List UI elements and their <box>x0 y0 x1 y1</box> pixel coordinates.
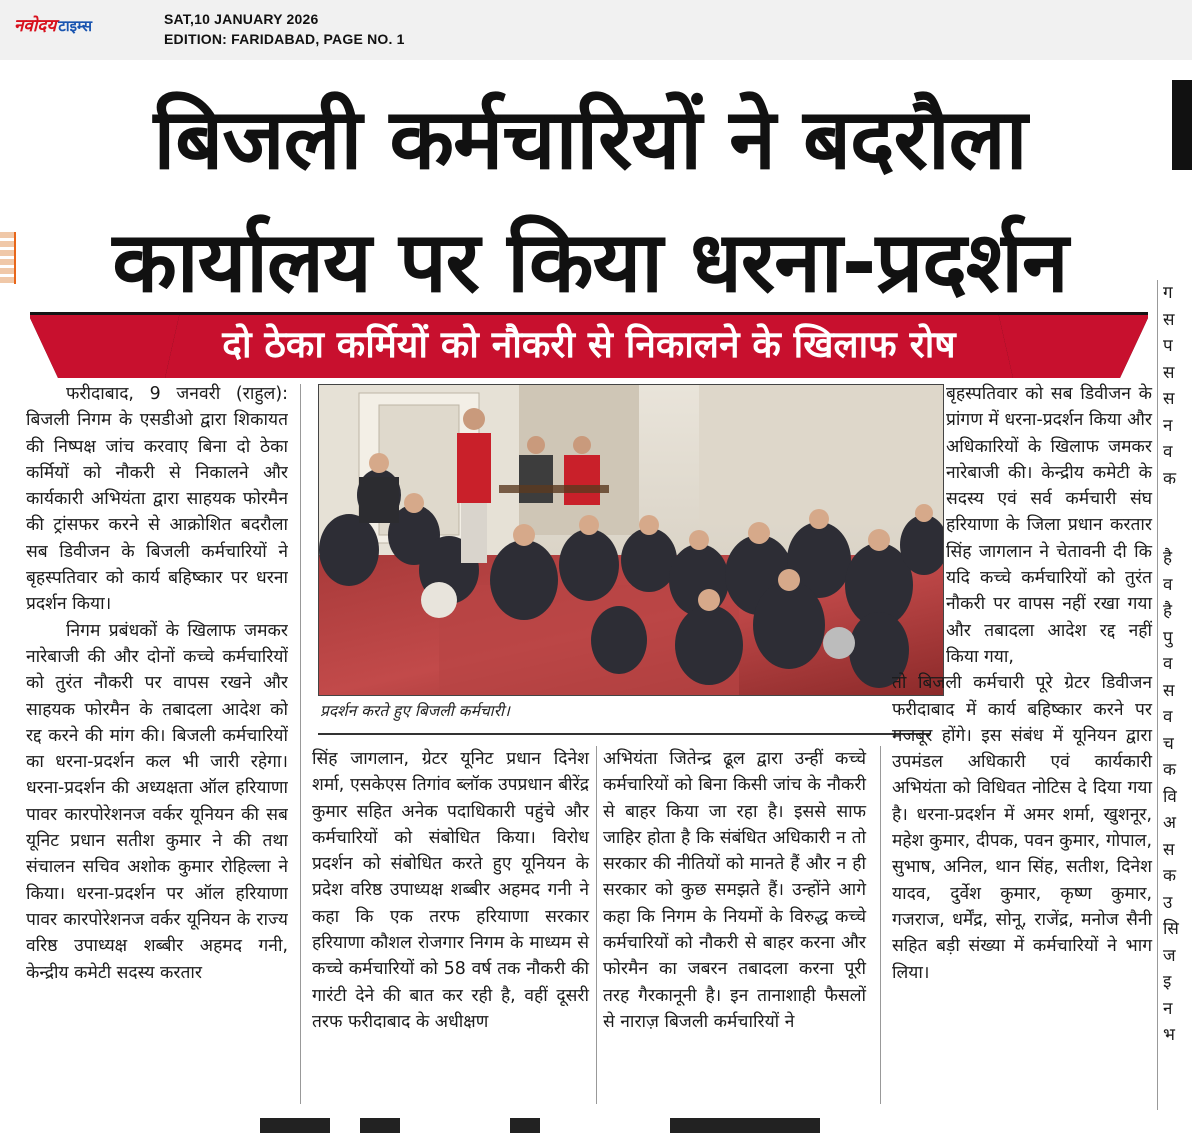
neighbor-fragment-line: व <box>1163 442 1173 462</box>
article-paragraph-1: फरीदाबाद, 9 जनवरी (राहुल): बिजली निगम के एसडीओ द्वारा शिकायत की निष्पक्ष जांच करवाए बिना दो ठेका कर्मियों को नौकरी से निकालने और कार्यकारी अभियंता द्वारा साहयक फोरमैन की ट्रांसफर करने से आक्रोशित बदरौला सब डिवीजन के बिजली कर्मचारियों ने बृहस्पतिवार को कार्य बहिष्कार पर धरना प्रदर्शन किया। <box>26 384 288 615</box>
neighbor-fragment-line: है <box>1163 601 1173 621</box>
logo-main-text: नवोदय <box>14 16 57 36</box>
date-line: SAT,10 JANUARY 2026 <box>164 11 319 27</box>
neighbor-fragment-line: उ <box>1163 892 1173 913</box>
fragment-glyph <box>260 1118 330 1133</box>
neighbor-fragment-line: क <box>1163 468 1177 489</box>
neighbor-fragment-line: व <box>1163 654 1173 674</box>
neighbor-fragment-line: सि <box>1163 919 1179 939</box>
article-column-4 <box>892 381 1152 986</box>
newspaper-logo[interactable] <box>14 14 92 38</box>
article-paragraph-3: सिंह जागलान, ग्रेटर यूनिट प्रधान दिनेश शर्मा, एसकेएस तिगांव ब्लॉक उपप्रधान बीरेंद्र कुमार सहित अनेक पदाधिकारी पहुंचे और कर्मचारियों को संबोधित किया। विरोध प्रदर्शन को संबोधित करते हुए यूनियन के प्रदेश वरिष्ठ उपाध्यक्ष शब्बीर अहमद गनी ने कहा कि एक तरफ हरियाणा सरकार हरियाणा कौशल रोजगार निगम के माध्यम से कच्चे कर्मचारियों को 58 वर्ष तक नौकरी की गारंटी देने की बात कर रही है, वहीं दूसरी तरफ फरीदाबाद के अधीक्षण <box>312 749 589 1032</box>
logo-sub-text: टाइम्स <box>58 17 93 35</box>
subheadline-band <box>30 312 1148 378</box>
neighbor-headline-fragment <box>1172 80 1192 170</box>
neighbor-fragment-line: इ <box>1163 972 1172 992</box>
protest-photo-illustration <box>319 385 943 695</box>
column-divider-4 <box>1157 280 1158 1110</box>
column-divider-3 <box>880 746 881 1104</box>
neighbor-fragment-line: ग <box>1163 283 1173 303</box>
neighbor-fragment-line: क <box>1163 866 1177 886</box>
headline-line-2: कार्यालय पर किया धरना-प्रदर्शन <box>112 213 1068 311</box>
article-column-1 <box>26 381 288 1071</box>
edition-info <box>164 9 405 49</box>
neighbor-fragment-line: वि <box>1163 786 1177 807</box>
neighbor-fragment-line: स <box>1163 680 1175 701</box>
article-column-2 <box>312 746 589 1035</box>
article-paragraph-6: तो बिजली कर्मचारी पूरे ग्रेटर डिवीजन फरीदाबाद में कार्य बहिष्कार करने पर मजबूर होंगे। इस संबंध में यूनियन द्वारा उपमंडल अधिकारी एवं कार्यकारी अभियंता को विधिवत नोटिस दे दिया गया है। धरना-प्रदर्शन में अमर शर्मा, खुशनूर, महेश कुमार, दीपक, पवन कुमार, गोपाल, सुभाष, अनिल, थान सिंह, सतीश, दिनेश यादव, दुर्वेश कुमार, कृष्ण कुमार, गजराज, धर्मेंद्र, सोनू, राजेंद्र, मनोज सैनी सहित बड़ी संख्या में कर्मचारियों ने भाग लिया। <box>892 673 1152 983</box>
column-divider-1 <box>300 384 301 1104</box>
neighbor-fragment-line: स <box>1163 389 1175 409</box>
article-paragraph-2: निगम प्रबंधकों के खिलाफ जमकर नारेबाजी की और दोनों कच्चे कर्मचारियों को तुरंत नौकरी पर वापस रखने और साहयक फोरमैन के तबादला आदेश को रद्द करने की मांग की। बिजली कर्मचारियों का धरना-प्रदर्शन कल भी जारी रहेगा। धरना-प्रदर्शन की अध्यक्षता ऑल हरियाणा पावर कारपोरेशनज वर्कर यूनियन की सब यूनिट प्रधान सतीश कुमार ने की तथा संचालन सचिव अशोक कुमार रोहिल्ला ने किया। धरना-प्रदर्शन पर ऑल हरियाणा पावर कारपोरेशनज वर्कर यूनियन के राज्य वरिष्ठ उपाध्यक्ष शब्बीर अहमद गनी, केन्द्रीय कमेटी सदस्य करतार <box>26 620 288 983</box>
photo-caption: प्रदर्शन करते हुए बिजली कर्मचारी। <box>320 702 510 720</box>
neighbor-fragment-line: भ <box>1163 1025 1175 1045</box>
article-photo[interactable] <box>318 384 944 696</box>
neighbor-fragment-line: व <box>1163 574 1173 595</box>
neighbor-fragment-line <box>1163 519 1192 546</box>
fragment-glyph <box>510 1118 540 1133</box>
neighbor-fragment-line <box>1163 492 1192 519</box>
neighbor-fragment-line: च <box>1163 733 1174 754</box>
neighbor-fragment-line: स <box>1163 362 1175 383</box>
neighbor-fragment-line: व <box>1163 707 1173 727</box>
fragment-glyph <box>670 1118 820 1133</box>
article-paragraph-4: अभियंता जितेन्द्र ढूल द्वारा उन्हीं कच्चे कर्मचारियों को बिना किसी जांच के नौकरी से बाहर किया जा रहा है। इससे साफ जाहिर होता है कि संबंधित अधिकारी न तो सरकार की नीतियों को मानते हैं और न ही सरकार को कुछ समझते हैं। उन्होंने आगे कहा कि निगम के नियमों के विरुद्ध कच्चे कर्मचारियों को नौकरी से बाहर करना और फोरमैन का जबरन तबादला करना पूरी तरह गैरकानूनी है। इन तानाशाही फैसलों से नाराज़ बिजली कर्मचारियों ने <box>603 749 866 1032</box>
neighbor-fragment-line: अ <box>1163 813 1176 833</box>
neighbor-fragment-line: स <box>1163 839 1175 860</box>
masthead-bar <box>0 0 1192 60</box>
caption-rule <box>318 733 930 735</box>
left-edge-bar <box>0 232 16 284</box>
neighbor-fragment-line: ज <box>1163 945 1176 966</box>
neighbor-fragment-line: न <box>1163 415 1173 436</box>
neighbor-fragment-line: स <box>1163 309 1175 330</box>
next-headline-fragment <box>230 1118 850 1133</box>
fragment-glyph <box>360 1118 400 1133</box>
neighbor-fragment-line: प <box>1163 336 1173 356</box>
column-divider-2 <box>596 746 597 1104</box>
neighbor-fragment-line: न <box>1163 998 1173 1019</box>
neighbor-fragment-line: पु <box>1163 627 1173 648</box>
article-column-3 <box>603 746 866 1035</box>
neighbor-fragment-line: क <box>1163 760 1177 780</box>
subheadline-text: दो ठेका कर्मियों को नौकरी से निकालने के खिलाफ रोष <box>222 323 956 366</box>
article-paragraph-5: बृहस्पतिवार को सब डिवीजन के प्रांगण में धरना-प्रदर्शन किया और अधिकारियों के खिलाफ जमकर नारेबाजी की। केन्द्रीय कमेटी के सदस्य एवं सर्व कर्मचारी संघ हरियाणा के जिला प्रधान करतार सिंह जागलान ने चेतावनी दी कि यदि कच्चे कर्मचारियों को तुरंत नौकरी पर वापस नहीं रखा गया और तबादला आदेश रद्द नहीं किया गया, <box>946 384 1152 667</box>
neighbor-article-fragment <box>1163 280 1192 1110</box>
edition-line: EDITION: FARIDABAD, PAGE NO. 1 <box>164 31 405 47</box>
headline-line-1: बिजली कर्मचारियों ने बदरौला <box>153 90 1027 188</box>
neighbor-fragment-line: है <box>1163 548 1173 568</box>
